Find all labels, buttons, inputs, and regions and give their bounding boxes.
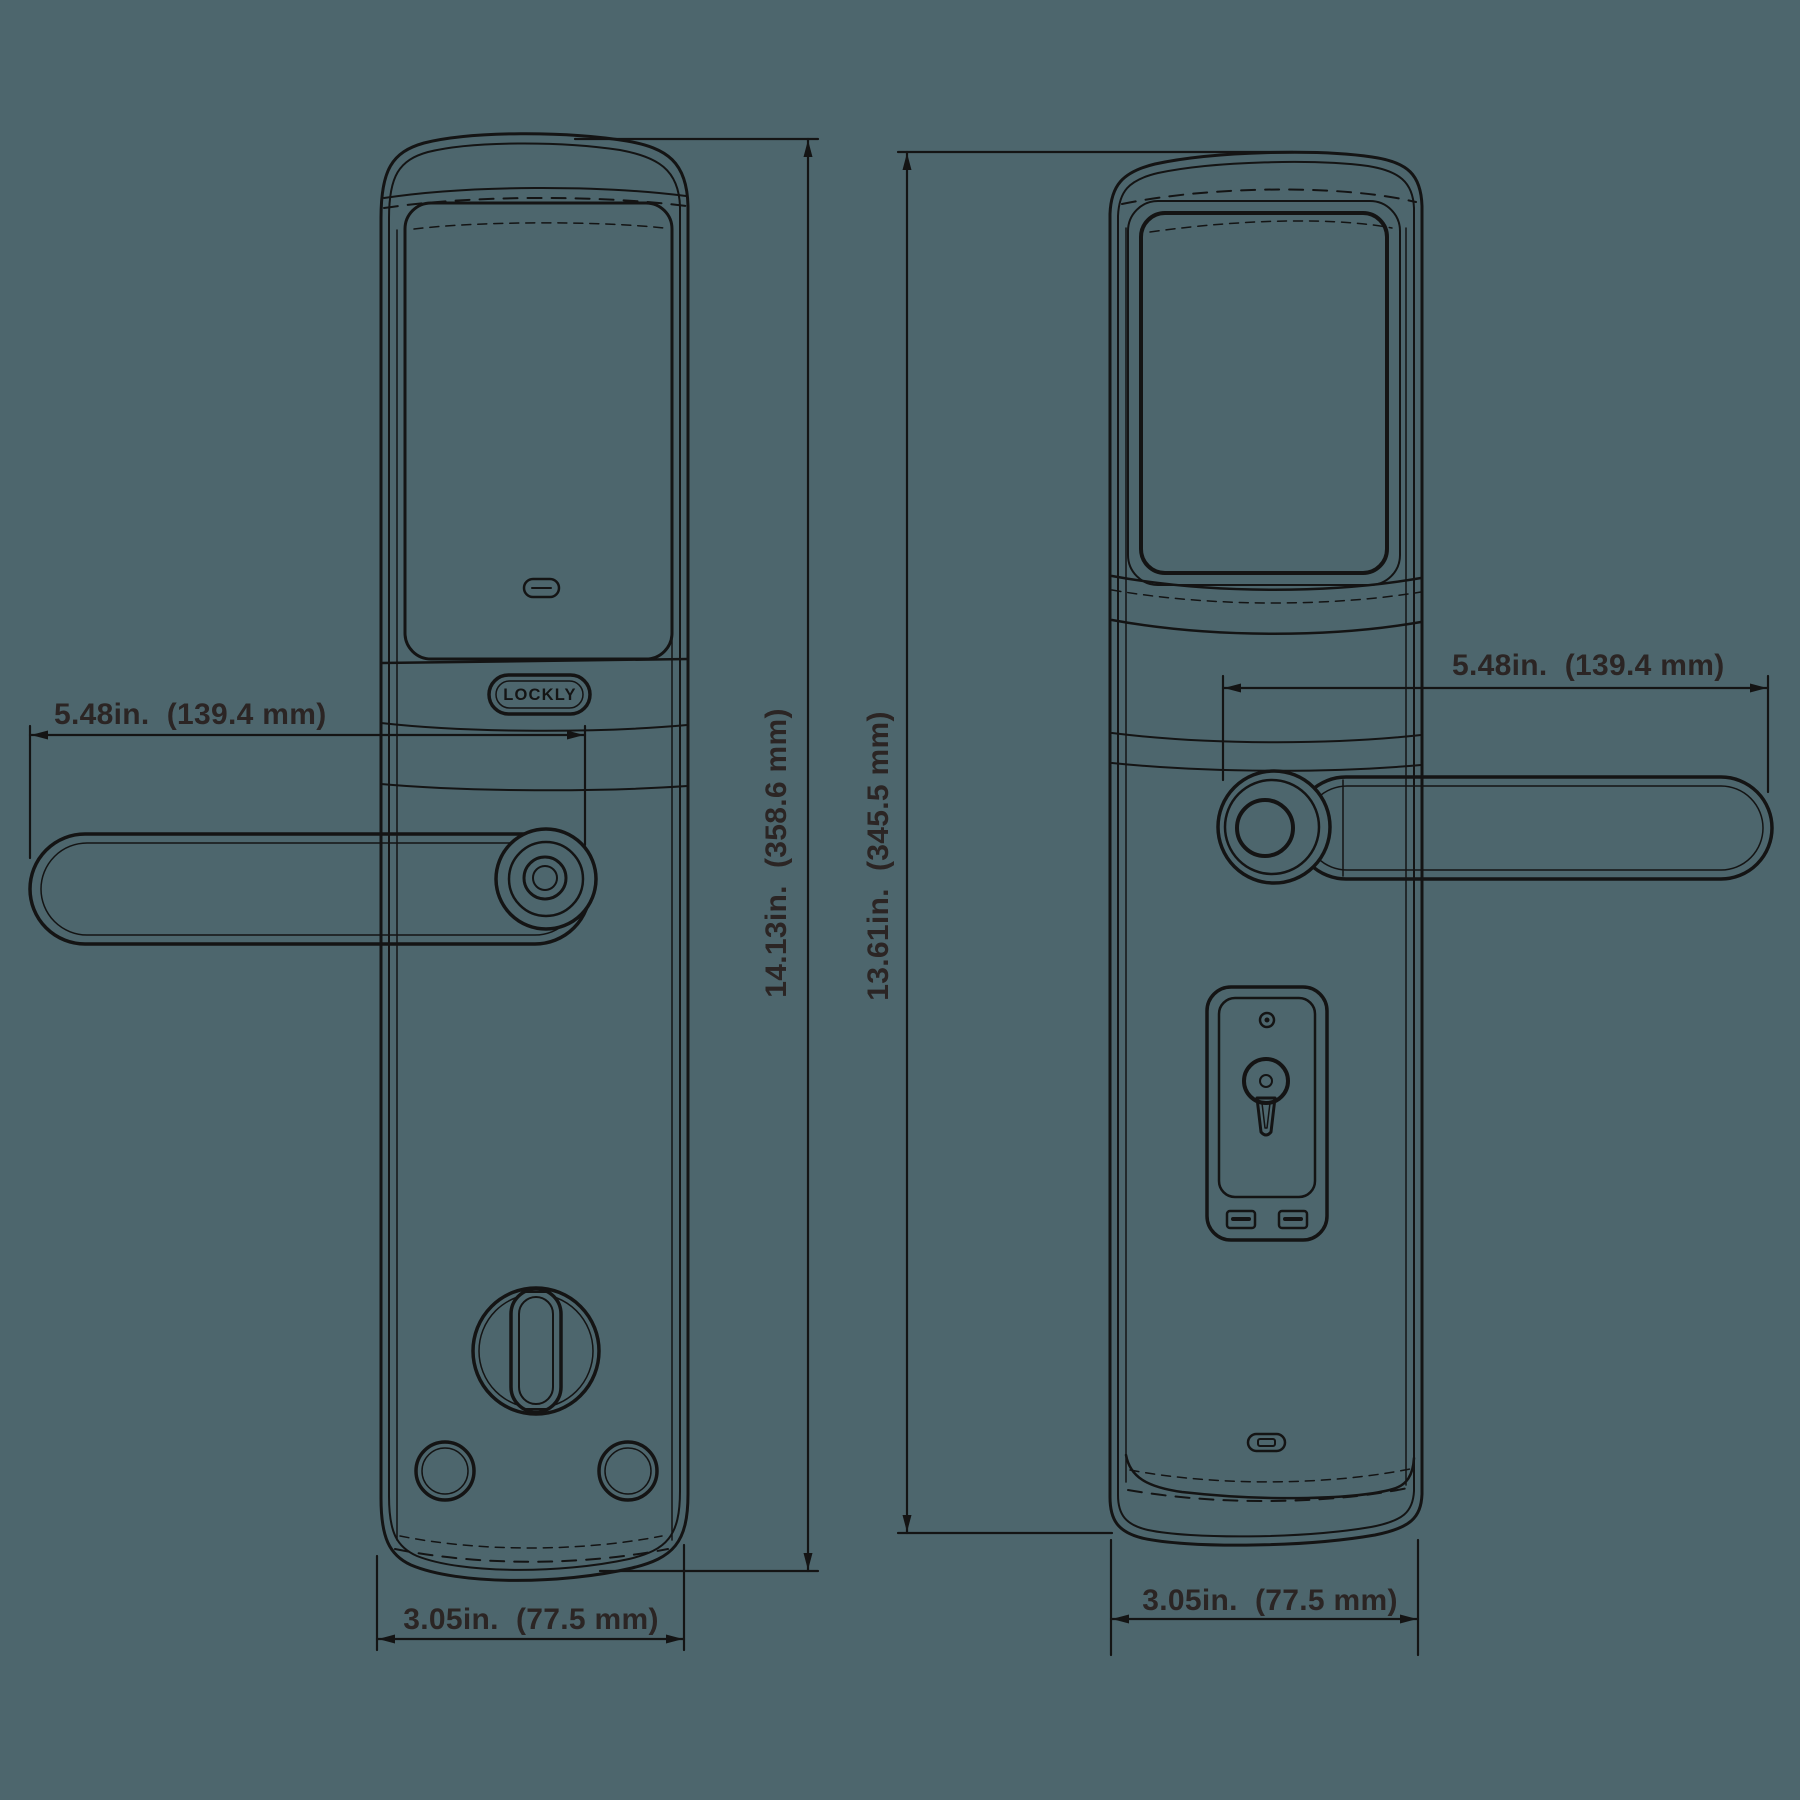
dimension-arrow [666, 1635, 683, 1644]
interior-height-dimension [575, 139, 818, 1571]
keyhole-plate [1207, 987, 1327, 1240]
dimension-arrow [378, 1635, 395, 1644]
dimension-arrow [804, 140, 813, 157]
plate-slot-left [1227, 1211, 1255, 1228]
exterior-height-label: 13.61in. (345.5 mm) [862, 711, 895, 1001]
exterior-handle [1218, 771, 1772, 883]
dimension-arrow [31, 731, 48, 740]
exterior-handle-hub [1218, 771, 1330, 883]
interior-handle-length-label: 5.48in. (139.4 mm) [54, 698, 327, 731]
brand-label: LOCKLY [503, 686, 577, 704]
screw-right [599, 1442, 657, 1500]
dimension-arrow [1224, 684, 1241, 693]
interior-width-label: 3.05in. (77.5 mm) [403, 1603, 659, 1636]
exterior-view [862, 152, 1772, 1655]
thumbturn [473, 1288, 599, 1414]
dimension-arrow [903, 1515, 912, 1532]
interior-indicator-slot [524, 579, 559, 597]
exterior-width-label: 3.05in. (77.5 mm) [1142, 1584, 1398, 1617]
exterior-handle-length-label: 5.48in. (139.4 mm) [1452, 649, 1725, 682]
interior-width-dimension [377, 1545, 684, 1650]
touchscreen-glass [1141, 213, 1387, 573]
keyhole [1244, 1059, 1288, 1135]
dimension-arrow [567, 731, 584, 740]
interior-view [30, 134, 818, 1650]
dimension-arrow [1400, 1615, 1417, 1624]
exterior-touchscreen [1112, 201, 1421, 771]
plate-slot-right [1279, 1211, 1307, 1228]
interior-handle-hub [496, 829, 596, 929]
dimension-arrow [1750, 684, 1767, 693]
dimension-arrow [903, 153, 912, 170]
lockly-brand-badge [489, 675, 590, 714]
dimension-arrow [804, 1553, 813, 1570]
interior-height-label: 14.13in. (358.6 mm) [760, 708, 793, 998]
screw-left [416, 1442, 474, 1500]
interior-handle [30, 829, 596, 944]
exterior-width-dimension [1111, 1540, 1418, 1655]
dimension-arrow [1112, 1615, 1129, 1624]
exterior-indicator-slot [1248, 1434, 1285, 1451]
